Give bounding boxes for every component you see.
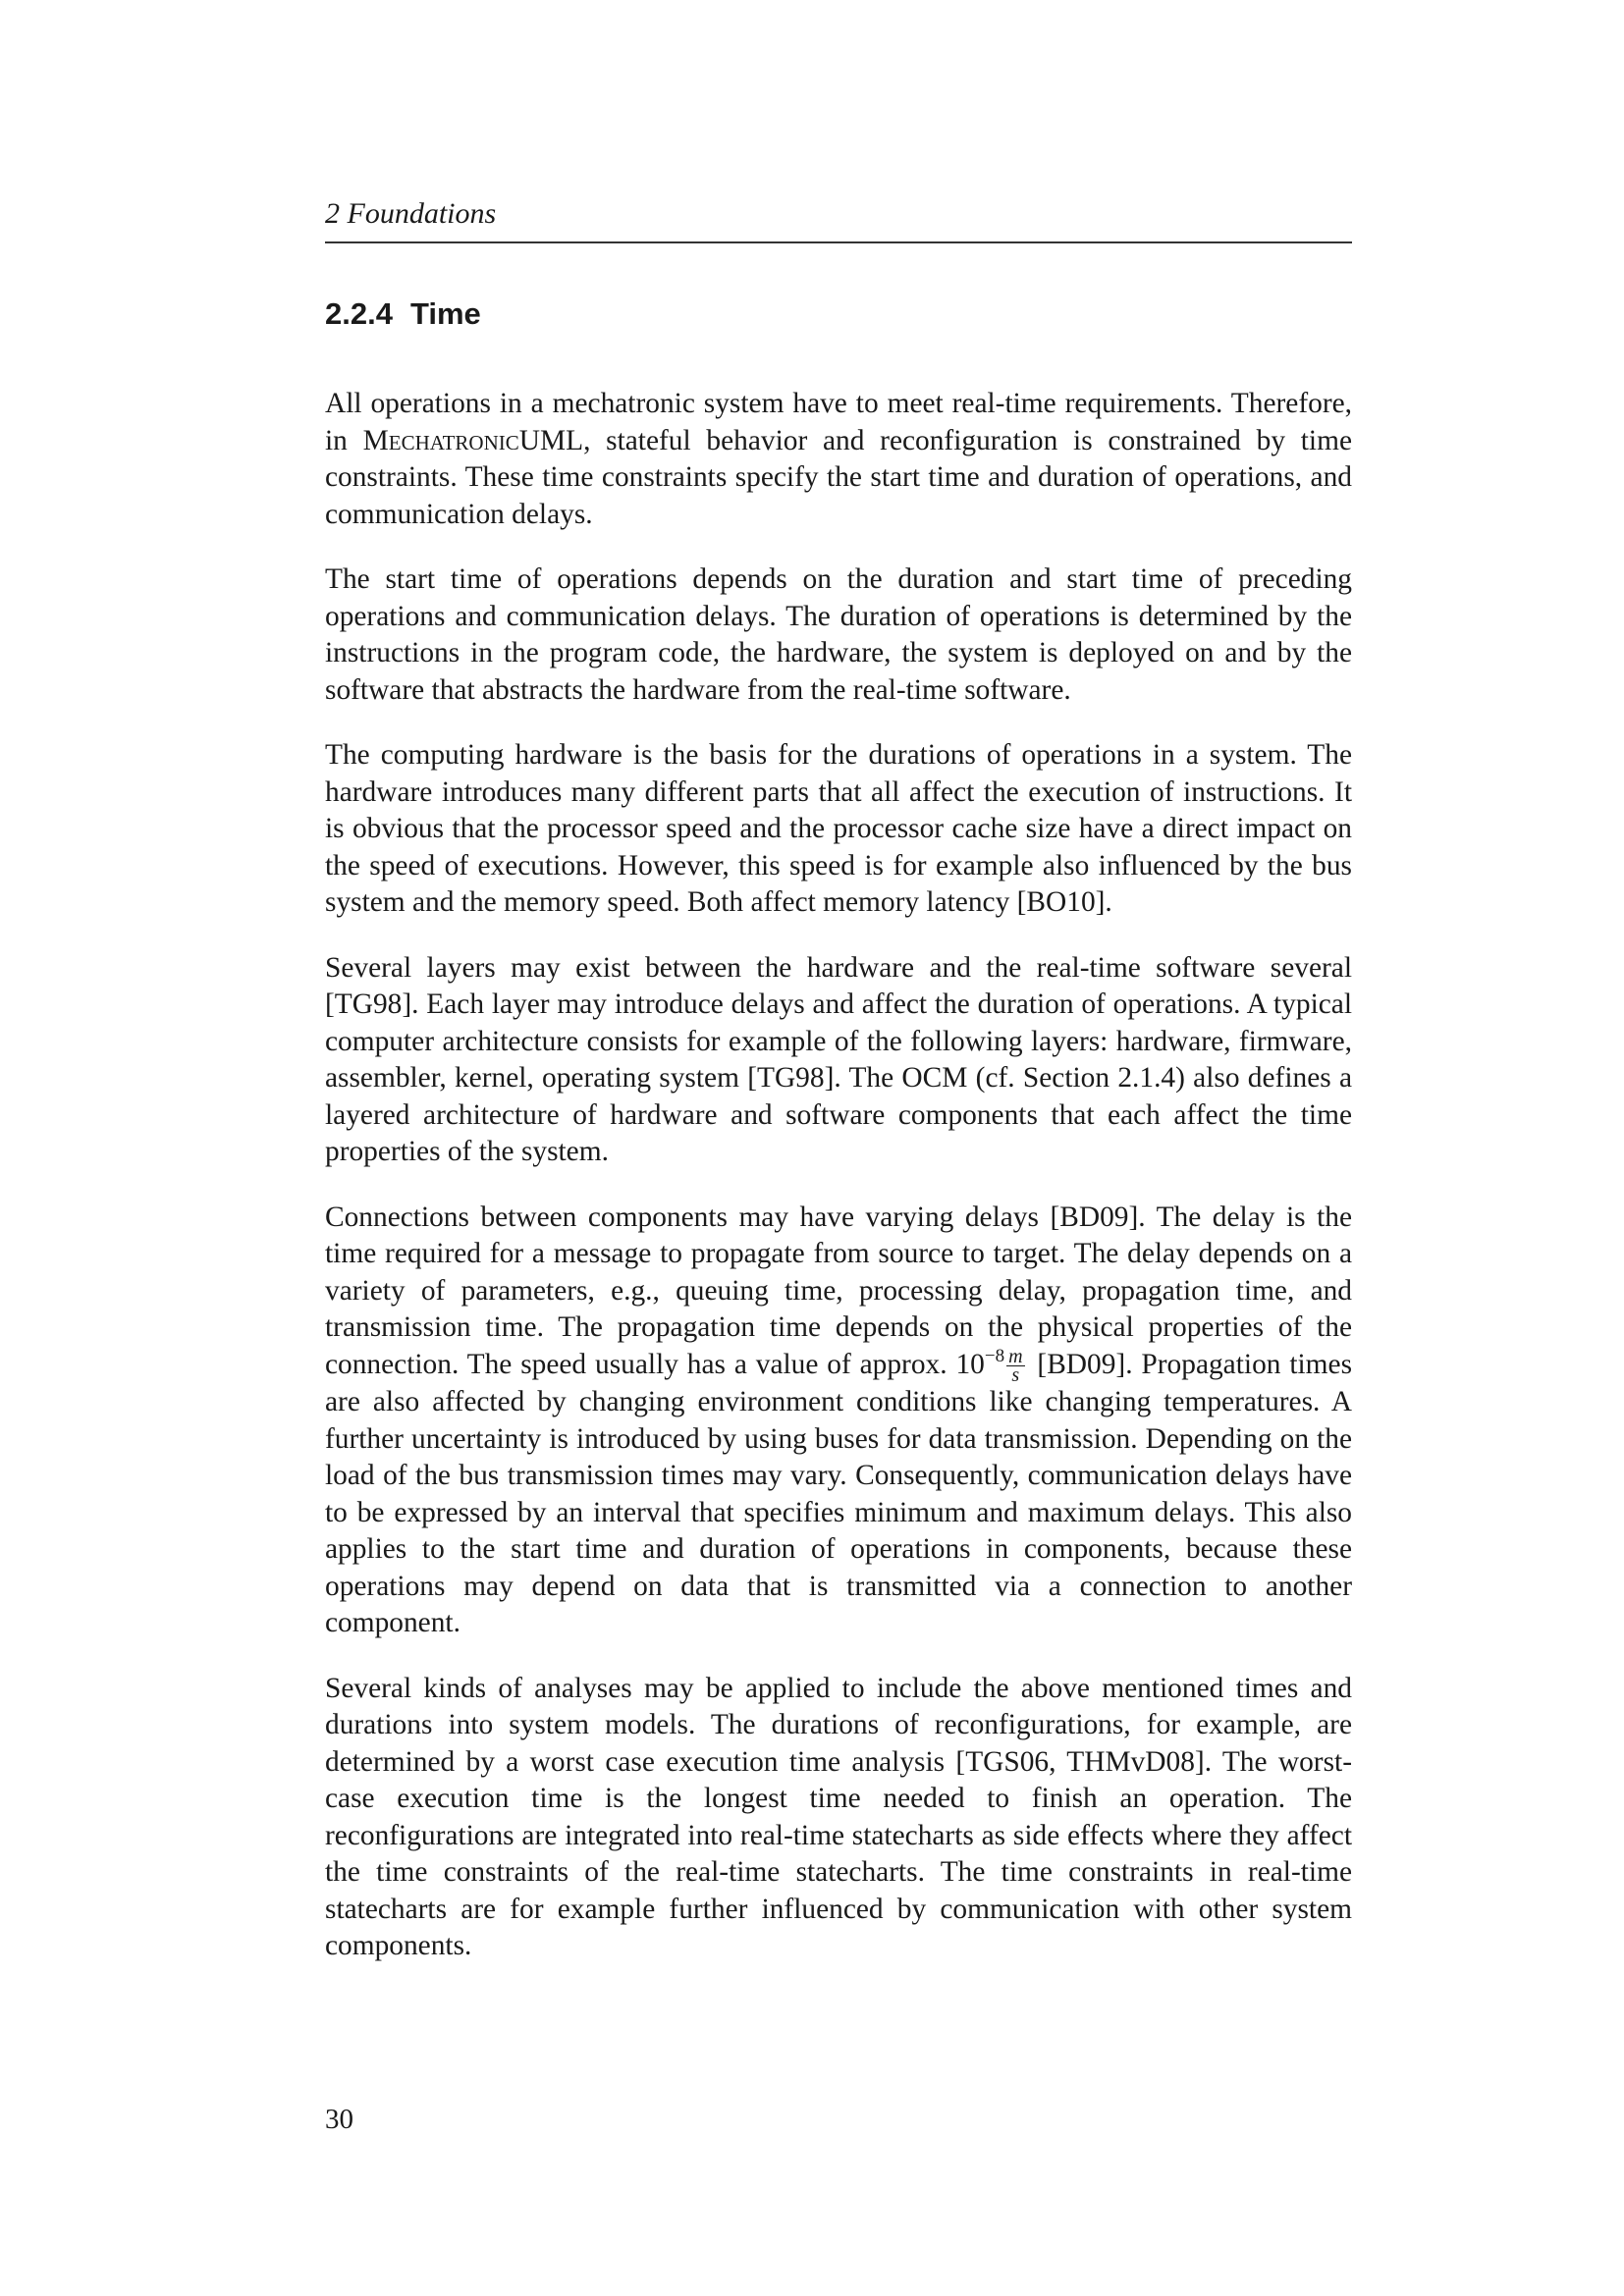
section-title: Time [409, 296, 481, 331]
math-unit-numerator: m [1008, 1346, 1023, 1368]
paragraph-4: Several layers may exist between the hardware and the real-time software several [TG98]. Each layer may introduce delays and affect the duration of operations. A typical computer architecture consists for example of the following layers: hardware, firmware, assembler, kernel, operating system [TG98]. The OCM (cf. Section 2.1.4) also defines a layered architecture of hardware and software components that each affect the time properties of the system. [325, 951, 1352, 1167]
chapter-title: 2 Foundations [325, 197, 497, 230]
math-exponent: −8 [984, 1345, 1005, 1366]
math-speed-value [955, 1345, 1028, 1387]
math-unit-denominator: s [1011, 1364, 1020, 1387]
paragraph-1 [325, 386, 1352, 533]
section-number: 2.2.4 [325, 296, 393, 331]
page-number: 30 [325, 2104, 353, 2135]
running-header [325, 196, 1352, 243]
paragraph-2: The start time of operations depends on the duration and start time of preceding operations and communication delays. The duration of operations is determined by the instructions in the program code, the hardware, the system is deployed on and by the software that abstracts the hardware from the real-time software. [325, 563, 1352, 706]
brand-name-smallcaps: Mechatronic [362, 424, 519, 456]
body-text [325, 386, 1352, 1994]
math-base: 10 [955, 1348, 985, 1380]
paragraph-1-text-b: , stateful behavior and reconfiguration is constrained by time constraints. These time constraints specify the start time and duration of operations, and communication delays. [325, 424, 1352, 530]
paragraph-5-text-b: [BD09]. Propagation times are also affected by changing environment conditions like changing temperatures. A further uncertainty is introduced by using buses for data transmission. Depending on the load of the bus transmission times may vary. Consequently, communication delays have to be expressed by an interval that specifies minimum and maximum delays. This also applies to the start time and duration of operations in components, because these operations may depend on data that is transmitted via a connection to another component. [325, 1348, 1353, 1639]
section-heading [325, 294, 481, 334]
paragraph-1-text-a: All operations in a mechatronic system have to meet real-time requirements. Therefore, in [325, 388, 1352, 456]
paragraph-5-text-a: Connections between components may have varying delays [BD09]. The delay is the time required for a message to propagate from source to target. The delay depends on a variety of parameters, e.g., queuing time, processing delay, propagation time, and transmission time. The propagation time depends on the physical properties of the connection. The speed usually has a value of approx. [325, 1201, 1352, 1380]
paragraph-3: The computing hardware is the basis for the durations of operations in a system. The hardware introduces many different parts that all affect the execution of instructions. It is obvious that the processor speed and the processor cache size have a direct impact on the speed of executions. However, this speed is for example also influenced by the bus system and the memory speed. Both affect memory latency [BO10]. [325, 739, 1352, 918]
paragraph-5 [325, 1200, 1352, 1642]
paragraph-6: Several kinds of analyses may be applied to include the above mentioned times and durations into system models. The durations of reconfigurations, for example, are determined by a worst case execution time analysis [TGS06, THMvD08]. The worst-case execution time is the longest time needed to finish an operation. The reconfigurations are integrated into real-time statecharts as side effects where they affect the time constraints of the real-time statecharts. The time constraints in real-time statecharts are for example further influenced by communication with other system components. [325, 1672, 1352, 1962]
brand-name-suffix: UML [518, 424, 584, 456]
math-unit-fraction [1006, 1346, 1024, 1387]
